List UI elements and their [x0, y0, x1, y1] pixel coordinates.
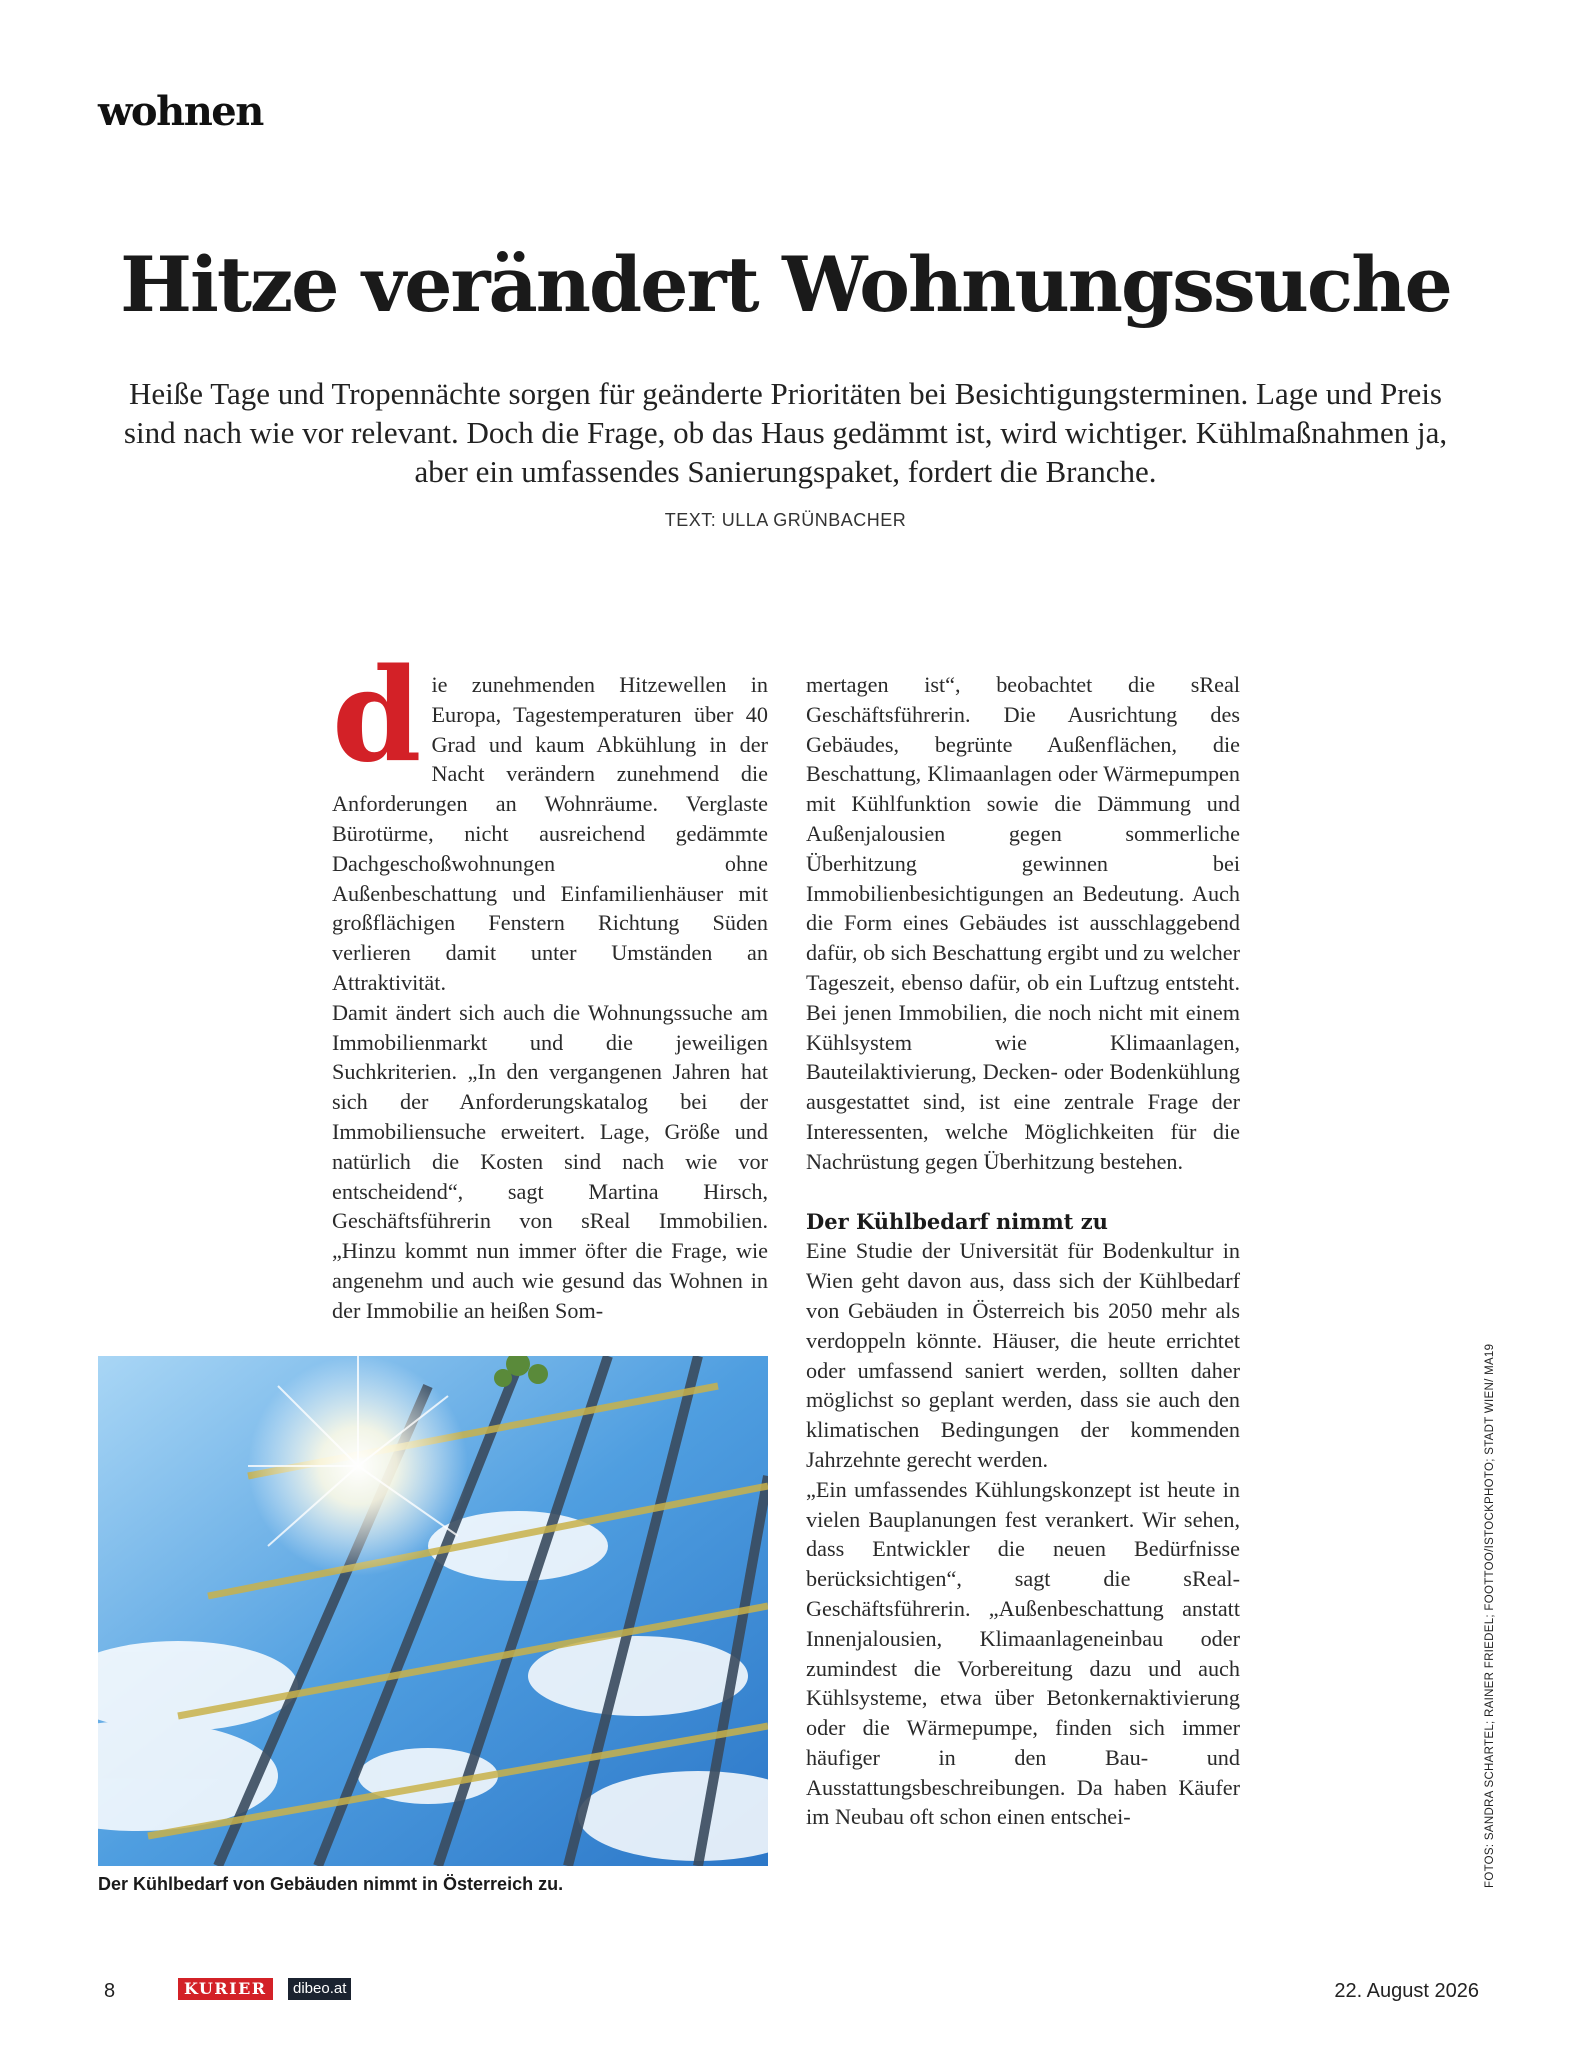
drop-cap: d	[332, 641, 422, 791]
article-photo	[98, 1356, 768, 1866]
paragraph: Damit ändert sich auch die Wohnungssuche am Immobilienmarkt und die jeweiligen Suchkriterien. „In den vergangenen Jahren hat sich der Anforderungskatalog bei der Immobiliensuche erweitert. Lage, Größe und natürlich die Kosten sind nach wie vor entscheidend“, sagt Martina Hirsch, Geschäftsführerin von sReal Immobilien. „Hinzu kommt nun immer öfter die Frage, wie angenehm und auch wie gesund das Wohnen in der Immobilie an heißen Som-	[332, 999, 768, 1323]
paragraph: ie zunehmenden Hitzewellen in Europa, Tagestemperaturen über 40 Grad und kaum Abkühlung in der Nacht verändern zunehmend die Anforderungen an Wohnräume. Verglaste Bürotürme, nicht ausreichend gedämmte Dachgeschoßwohnungen ohne Außenbeschattung und Einfamilienhäuser mit großflächigen Fenstern Richtung Süden verlieren damit unter Umständen an Attraktivität.	[332, 672, 768, 995]
paragraph: mertagen ist“, beobachtet die sReal Geschäftsführerin. Die Ausrichtung des Gebäudes, begrünte Außenflächen, die Beschattung, Klimaanlagen oder Wärmepumpen mit Kühlfunktion sowie die Dämmung und Außenjalousien gegen sommerliche Überhitzung gewinnen bei Immobilienbesichtigungen an Bedeutung. Auch die Form eines Gebäudes ist ausschlaggebend dafür, ob sich Beschattung ergibt und zu welcher Tageszeit, ebenso dafür, ob ein Luftzug entsteht. Bei jenen Immobilien, die noch nicht mit einem Kühlsystem wie Klimaanlagen, Bauteilaktivierung, Decken- oder Bodenkühlung ausgestattet sind, ist eine zentrale Frage der Interessenten, welche Möglichkeiten für die Nachrüstung gegen Überhitzung bestehen.	[806, 672, 1240, 1174]
paragraph: Eine Studie der Universität für Bodenkultur in Wien geht davon aus, dass sich der Kühlbedarf von Gebäuden in Österreich bis 2050 mehr als verdoppeln könnte. Häuser, die heute errichtet oder umfassend saniert werden, sollten daher möglichst so geplant werden, dass sie auch den klimatischen Bedingungen der kommenden Jahrzehnte gerecht werden.	[806, 1238, 1240, 1472]
publication-date: 22. August 2026	[1334, 1980, 1479, 2002]
glass-facade-illustration	[98, 1356, 768, 1866]
photo-credits: FOTOS: SANDRA SCHARTEL; RAINER FRIEDEL; FOOTTOO/ISTOCKPHOTO; STADT WIEN/ MA19	[1484, 1343, 1496, 1888]
byline: TEXT: ULLA GRÜNBACHER	[664, 510, 907, 530]
article-headline: Hitze verändert Wohnungssuche	[120, 240, 1451, 329]
article-column-2	[806, 670, 1240, 1832]
article-column-1	[332, 641, 768, 1326]
article-lead: Heiße Tage und Tropennächte sorgen für geänderte Prioritäten bei Besichtigungsterminen. Lage und Preis sind nach wie vor relevant. Doch die Frage, ob das Haus gedämmt ist, wird wichtiger. Kühlmaßnahmen ja, aber ein umfassendes Sanierungspaket, fordert die Branche.	[123, 376, 1448, 489]
photo-caption: Der Kühlbedarf von Gebäuden nimmt in Österreich zu.	[98, 1874, 564, 1894]
subheading: Der Kühlbedarf nimmt zu	[806, 1208, 1108, 1234]
dibeo-logo: dibeo.at	[288, 1978, 351, 2000]
paragraph: „Ein umfassendes Kühlungskonzept ist heute in vielen Bauplanungen fest verankert. Wir sehen, dass Entwickler die neuen Bedürfnisse berücksichtigen“, sagt die sReal-Geschäftsführerin. „Außenbeschattung anstatt Innenjalousien, Klimaanlageneinbau oder zumindest die Vorbereitung dazu und auch Kühlsysteme, etwa über Betonkernaktivierung oder die Wärmepumpe, finden sich immer häufiger in den Bau- und Ausstattungsbeschreibungen. Da haben Käufer im Neubau oft schon einen entschei-	[806, 1476, 1240, 1830]
section-label: wohnen	[98, 88, 263, 135]
kurier-logo: KURIER	[178, 1978, 273, 2000]
page-number: 8	[104, 1980, 116, 2002]
